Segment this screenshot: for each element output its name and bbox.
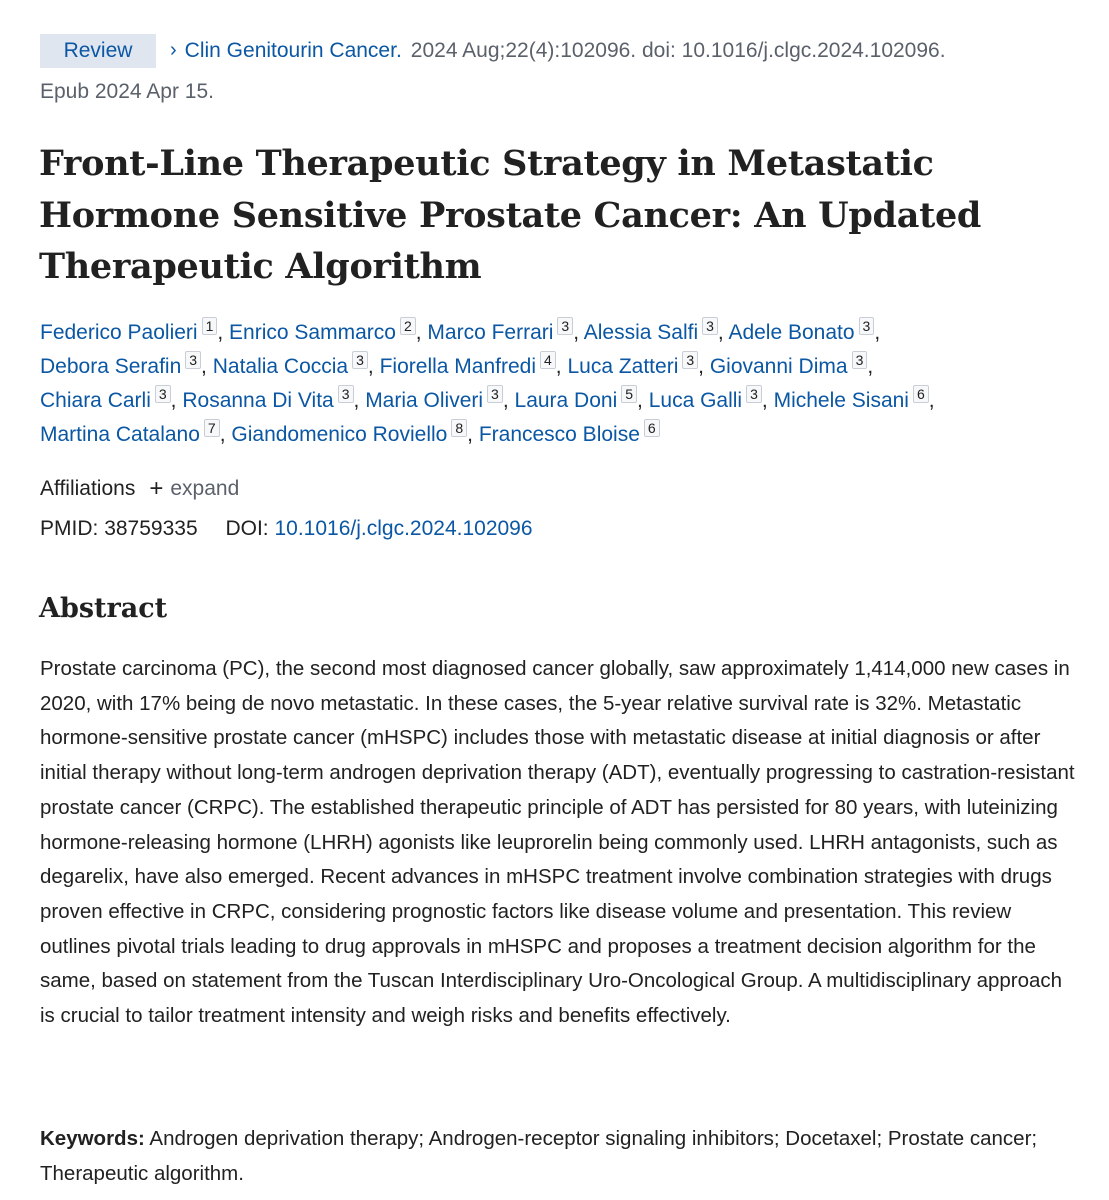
- author-link[interactable]: Debora Serafin: [40, 355, 182, 378]
- author-entry: Chiara Carli 3 ,: [40, 386, 183, 412]
- citation-line: [40, 34, 946, 68]
- affiliation-number[interactable]: 3: [487, 385, 503, 403]
- author-link[interactable]: Adele Bonato: [728, 321, 855, 344]
- affiliation-number[interactable]: 4: [540, 351, 556, 369]
- plus-icon: +: [149, 475, 164, 502]
- chevron-right-icon: ›: [170, 38, 177, 61]
- affiliation-number[interactable]: 8: [451, 419, 467, 437]
- author-link[interactable]: Federico Paolieri: [40, 321, 198, 344]
- affiliation-number[interactable]: 3: [352, 351, 368, 369]
- author-entry: Marco Ferrari 3 ,: [427, 318, 584, 344]
- author-link[interactable]: Chiara Carli: [40, 389, 151, 412]
- author-link[interactable]: Giovanni Dima: [709, 355, 848, 378]
- epub-date: Epub 2024 Apr 15.: [40, 80, 214, 103]
- abstract-text: Prostate carcinoma (PC), the second most diagnosed cancer globally, saw approximately 1,414,000 new cases in 2020, with 17% being de novo metastatic. In these cases, the 5-year relative survival rate is 32%. Metastatic hormone-sensitive prostate cancer (mHSPC) includes those with metastatic disease at initial diagnosis or after initial therapy without long-term androgen deprivation therapy (ADT), eventually progressing to castration-resistant prostate cancer (CRPC). The established therapeutic principle of ADT has persisted for 80 years, with luteinizing hormone-releasing hormone (LHRH) agonists like leuprorelin being commonly used. LHRH antagonists, such as degarelix, have also emerged. Recent advances in mHSPC treatment involve combination strategies with drugs proven effective in CRPC, considering prognostic factors like disease volume and presentation. This review outlines pivotal trials leading to drug approvals in mHSPC and proposes a treatment decision algorithm for the same, based on statement from the Tuscan Interdisciplinary Uro-Oncological Group. A multidisciplinary approach is crucial to tailor treatment intensity and weigh risks and benefits effectively.: [40, 657, 1075, 1028]
- author-link[interactable]: Marco Ferrari: [427, 321, 554, 344]
- author-entry: Luca Galli 3 ,: [648, 386, 774, 412]
- author-entry: Giandomenico Roviello 8 ,: [231, 420, 479, 446]
- author-link[interactable]: Natalia Coccia: [212, 355, 349, 378]
- affiliation-number[interactable]: 3: [185, 351, 201, 369]
- affiliation-number[interactable]: 3: [852, 351, 868, 369]
- keywords-label: Keywords:: [40, 1127, 145, 1150]
- affiliations-label: Affiliations: [40, 477, 136, 500]
- affiliations-toggle[interactable]: [40, 477, 239, 501]
- author-entry: Laura Doni 5 ,: [514, 386, 649, 412]
- affiliation-number[interactable]: 5: [621, 385, 637, 403]
- author-entry: Michele Sisani 6 ,: [773, 386, 935, 412]
- author-entry: Fiorella Manfredi 4 ,: [379, 352, 568, 378]
- author-entry: Enrico Sammarco 2 ,: [229, 318, 428, 344]
- pmid-value: 38759335: [104, 517, 198, 540]
- author-entry: [478, 420, 660, 446]
- affiliation-number[interactable]: 3: [702, 317, 718, 335]
- author-entry: Maria Oliveri 3 ,: [365, 386, 515, 412]
- author-link[interactable]: Laura Doni: [514, 389, 618, 412]
- author-link[interactable]: Alessia Salfi: [583, 321, 699, 344]
- author-entry: Federico Paolieri 1 ,: [40, 318, 230, 344]
- citation-details: 2024 Aug;22(4):102096. doi: 10.1016/j.clgc.2024.102096.: [410, 39, 946, 62]
- author-entry: Natalia Coccia 3 ,: [212, 352, 380, 378]
- author-link[interactable]: Luca Zatteri: [567, 355, 679, 378]
- affiliation-number[interactable]: 3: [682, 351, 698, 369]
- abstract-heading: Abstract: [39, 593, 168, 624]
- author-link[interactable]: Rosanna Di Vita: [182, 389, 334, 412]
- journal-link[interactable]: Clin Genitourin Cancer.: [184, 39, 402, 62]
- author-link[interactable]: Maria Oliveri: [365, 389, 484, 412]
- author-entry: Giovanni Dima 3 ,: [709, 352, 874, 378]
- expand-label: expand: [170, 477, 240, 500]
- identifiers: [40, 517, 533, 541]
- author-list: [40, 316, 1090, 452]
- affiliation-number[interactable]: 2: [400, 317, 416, 335]
- article-title: Front-Line Therapeutic Strategy in Metastatic Hormone Sensitive Prostate Cancer: An Updated Therapeutic Algorithm: [39, 143, 982, 287]
- affiliation-number[interactable]: 3: [859, 317, 875, 335]
- author-link[interactable]: Fiorella Manfredi: [379, 355, 536, 378]
- affiliation-number[interactable]: 3: [746, 385, 762, 403]
- doi-link[interactable]: 10.1016/j.clgc.2024.102096: [274, 517, 533, 540]
- keywords-text: Androgen deprivation therapy; Androgen-receptor signaling inhibitors; Docetaxel; Prostate cancer; Therapeutic algorithm.: [40, 1127, 1038, 1185]
- affiliation-number[interactable]: 6: [913, 385, 929, 403]
- author-link[interactable]: Enrico Sammarco: [229, 321, 396, 344]
- affiliation-number[interactable]: 6: [644, 419, 660, 437]
- pmid-label: PMID:: [40, 517, 99, 540]
- affiliation-number[interactable]: 1: [202, 317, 218, 335]
- author-entry: Luca Zatteri 3 ,: [567, 352, 710, 378]
- author-link[interactable]: Luca Galli: [648, 389, 743, 412]
- author-link[interactable]: Francesco Bloise: [478, 423, 640, 446]
- affiliation-number[interactable]: 3: [557, 317, 573, 335]
- affiliation-number[interactable]: 3: [155, 385, 171, 403]
- affiliation-number[interactable]: 3: [338, 385, 354, 403]
- author-entry: Adele Bonato 3 ,: [728, 318, 881, 344]
- author-entry: Martina Catalano 7 ,: [40, 420, 232, 446]
- author-link[interactable]: Michele Sisani: [773, 389, 909, 412]
- author-link[interactable]: Giandomenico Roviello: [231, 423, 448, 446]
- author-link[interactable]: Martina Catalano: [40, 423, 200, 446]
- author-entry: Alessia Salfi 3 ,: [583, 318, 729, 344]
- author-entry: Debora Serafin 3 ,: [40, 352, 213, 378]
- affiliation-number[interactable]: 7: [204, 419, 220, 437]
- keywords: [40, 1121, 1080, 1191]
- doi-label: DOI:: [225, 517, 269, 540]
- publication-type-badge[interactable]: Review: [40, 34, 156, 68]
- author-entry: Rosanna Di Vita 3 ,: [182, 386, 366, 412]
